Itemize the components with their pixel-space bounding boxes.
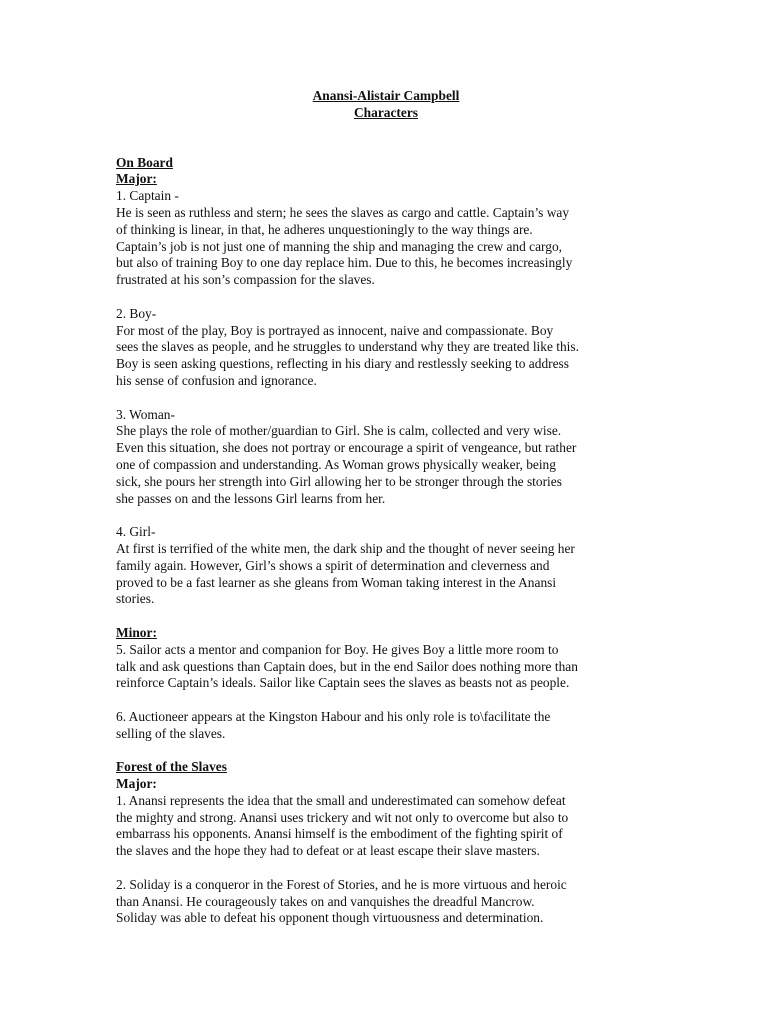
character-girl-label: 4. Girl- (116, 524, 156, 540)
minor-label: Minor: (116, 624, 157, 640)
document-subtitle: Characters (354, 104, 418, 120)
character-captain-description (116, 205, 656, 289)
document-title: Anansi-Alistair Campbell (312, 88, 460, 103)
paragraph-line: she passes on and the lessons Girl learns from her. (116, 490, 386, 506)
paragraph-line: the slaves and the hope they had to defeat or at least escape their slave masters. (116, 843, 540, 859)
character-woman-label: 3. Woman- (116, 406, 175, 422)
paragraph-line: At first is terrified of the white men, the dark ship and the thought of never seeing her (116, 540, 575, 556)
character-woman-description (116, 423, 656, 507)
character-boy-description (116, 323, 656, 390)
paragraph-line: but also of training Boy to one day replace him. Due to this, he becomes increasingly (116, 255, 573, 271)
paragraph-line: talk and ask questions than Captain does, but in the end Sailor does nothing more than (116, 658, 578, 674)
paragraph-line: She plays the role of mother/guardian to Girl. She is calm, collected and very wise. (116, 423, 562, 439)
paragraph-line: of thinking is linear, in that, he adheres unquestioningly to the way things are. (116, 221, 533, 237)
character-girl-description (116, 541, 656, 608)
paragraph-line: selling of the slaves. (116, 725, 226, 741)
character-soliday-description (116, 877, 656, 927)
paragraph-line: embarrass his opponents. Anansi himself is the embodiment of the fighting spirit of (116, 826, 563, 842)
paragraph-line: frustrated at his son’s compassion for the slaves. (116, 272, 375, 288)
paragraph-line: sees the slaves as people, and he struggles to understand why they are treated like this. (116, 339, 579, 355)
paragraph-line: He is seen as ruthless and stern; he sees the slaves as cargo and cattle. Captain’s way (116, 204, 570, 220)
major-label: Major: (116, 171, 157, 187)
paragraph-line: For most of the play, Boy is portrayed as innocent, naive and compassionate. Boy (116, 322, 554, 338)
character-sailor-description (116, 642, 656, 692)
paragraph-line: family again. However, Girl’s shows a spirit of determination and cleverness and (116, 557, 550, 573)
character-anansi-description (116, 793, 656, 860)
paragraph-line: stories. (116, 591, 155, 607)
paragraph-line: Boy is seen asking questions, reflecting in his diary and restlessly seeking to address (116, 356, 569, 372)
paragraph-line: 2. Soliday is a conqueror in the Forest of Stories, and he is more virtuous and heroic (116, 876, 567, 892)
paragraph-line: sick, she pours her strength into Girl allowing her to be stronger through the stories (116, 473, 562, 489)
major-label: Major: (116, 776, 157, 792)
paragraph-line: proved to be a fast learner as she gleans from Woman taking interest in the Anansi (116, 574, 557, 590)
paragraph-line: than Anansi. He courageously takes on and vanquishes the dreadful Mancrow. (116, 893, 535, 909)
document-page (116, 88, 656, 927)
character-boy-label: 2. Boy- (116, 305, 157, 321)
paragraph-line: Soliday was able to defeat his opponent though virtuousness and determination. (116, 910, 544, 926)
character-captain-label: 1. Captain - (116, 188, 179, 204)
paragraph-line: 6. Auctioneer appears at the Kingston Habour and his only role is to\facilitate the (116, 708, 551, 724)
section-heading-on-board: On Board (116, 154, 173, 170)
paragraph-line: the mighty and strong. Anansi uses trickery and wit not only to overcome but also to (116, 809, 569, 825)
paragraph-line: one of compassion and understanding. As Woman grows physically weaker, being (116, 456, 556, 472)
paragraph-line: 5. Sailor acts a mentor and companion for Boy. He gives Boy a little more room to (116, 641, 559, 657)
character-auctioneer-description (116, 709, 656, 743)
paragraph-line: reinforce Captain’s ideals. Sailor like Captain sees the slaves as beasts not as people. (116, 675, 570, 691)
paragraph-line: his sense of confusion and ignorance. (116, 372, 317, 388)
paragraph-line: Even this situation, she does not portray or encourage a spirit of vengeance, but rather (116, 440, 577, 456)
section-heading-forest: Forest of the Slaves (116, 759, 227, 775)
paragraph-line: 1. Anansi represents the idea that the small and underestimated can somehow defeat (116, 792, 566, 808)
paragraph-line: Captain’s job is not just one of manning the ship and managing the crew and cargo, (116, 238, 563, 254)
